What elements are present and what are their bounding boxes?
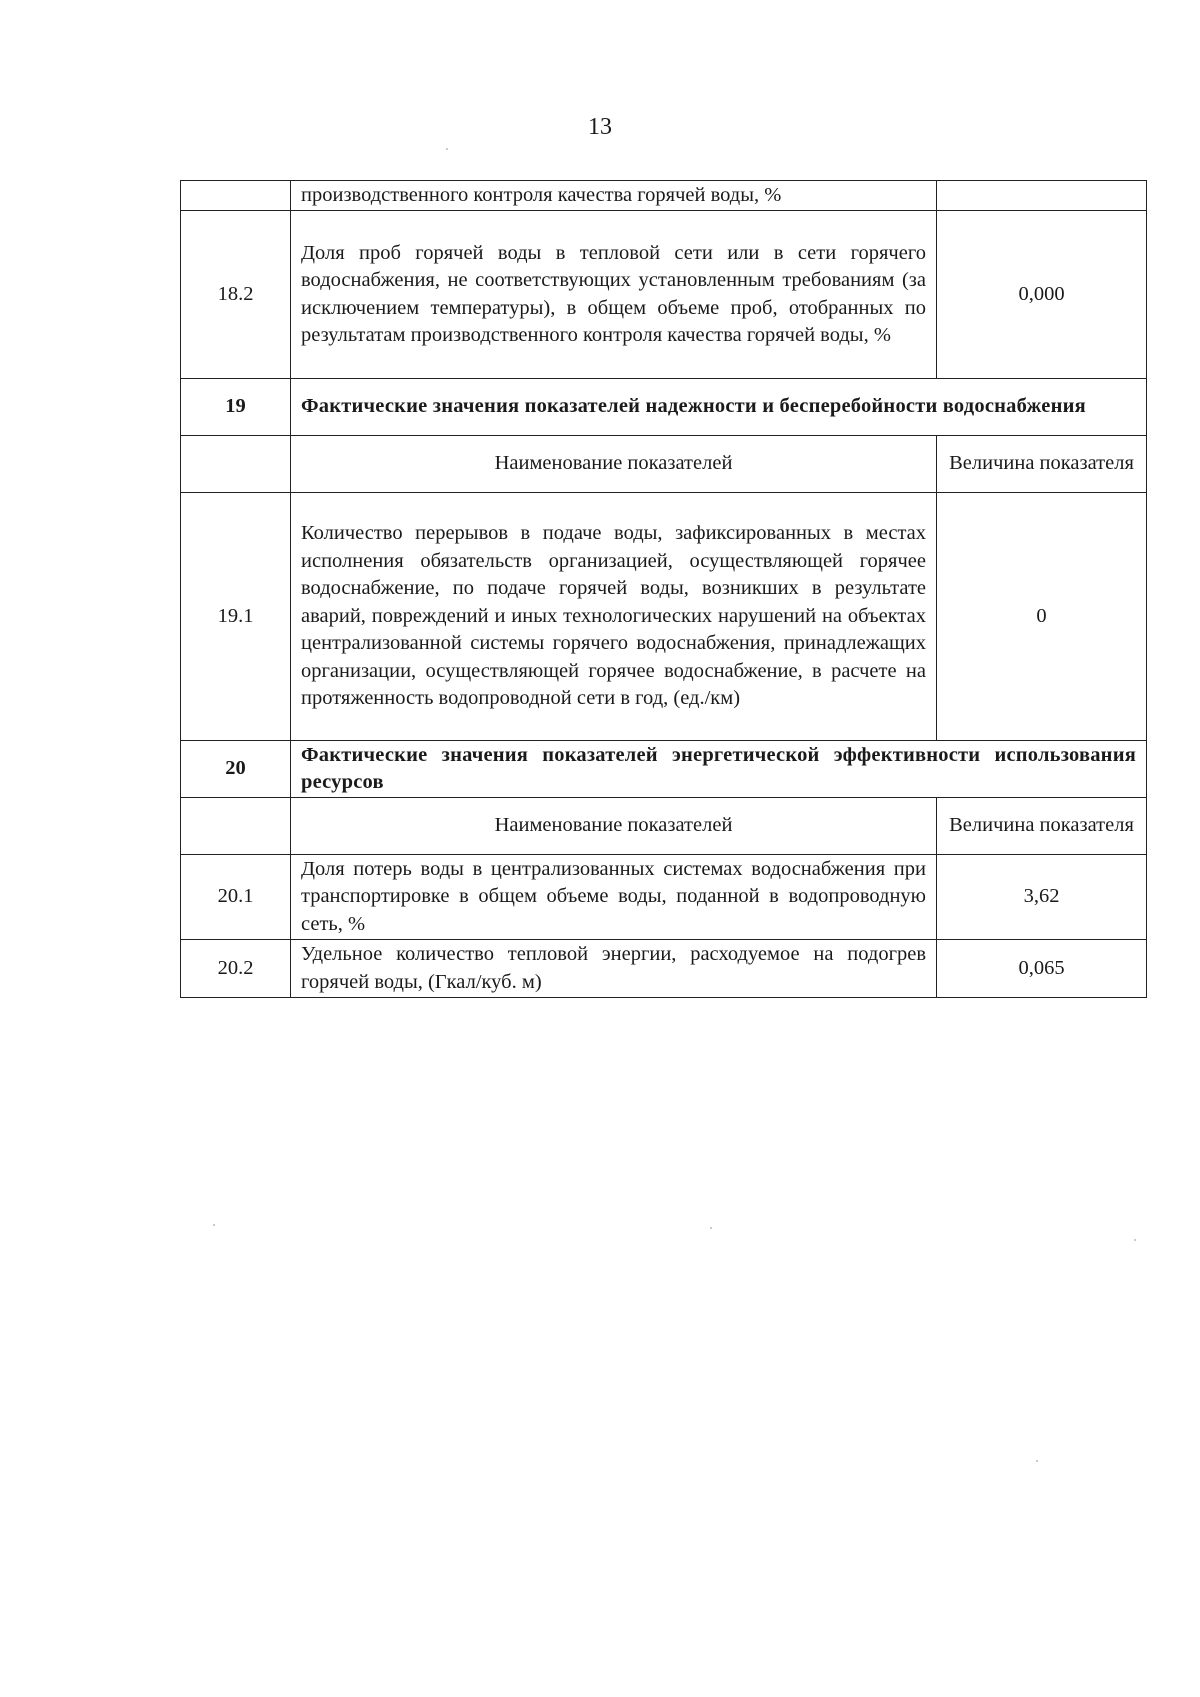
header-empty-cell	[181, 436, 291, 493]
header-row	[181, 436, 1147, 493]
indicator-name: Доля проб горячей воды в тепловой сети или в сети горячего водоснабжения, не соответствующих установленным требованиям (за исключением температуры), в общем объеме проб, отобранных по результатам производственного контроля качества горячей воды, %	[291, 211, 937, 379]
indicator-name: Доля потерь воды в централизованных системах водоснабжения при транспортировке в общем объеме воды, поданной в водопроводную сеть, %	[291, 855, 937, 940]
indicator-name: Количество перерывов в подаче воды, зафиксированных в местах исполнения обязательств организацией, осуществляющей горячее водоснабжение, по подаче горячей воды, возникших в результате аварий, повреждений и иных технологических нарушений на объектах централизованной системы горячего водоснабжения, принадлежащих организации, осуществляющей горячее водоснабжение, в расчете на протяженность водопроводной сети в год, (ед./км)	[291, 493, 937, 741]
indicator-value: 0	[937, 493, 1147, 741]
scan-speck	[1134, 1239, 1136, 1241]
value-column-header: Величина показателя	[937, 798, 1147, 855]
indicator-value: 3,62	[937, 855, 1147, 940]
indicator-value: 0,000	[937, 211, 1147, 379]
section-row	[181, 379, 1147, 436]
scan-speck	[213, 1224, 215, 1226]
name-column-header: Наименование показателей	[291, 436, 937, 493]
header-row	[181, 798, 1147, 855]
row-number: 20.1	[181, 855, 291, 940]
section-title: Фактические значения показателей надежности и бесперебойности водоснабжения	[291, 379, 1147, 436]
row-number: 19.1	[181, 493, 291, 741]
scan-speck	[1036, 1460, 1038, 1462]
table-row	[181, 181, 1147, 211]
section-title: Фактические значения показателей энергетической эффективности использования ресурсов	[291, 741, 1147, 798]
row-number	[181, 181, 291, 211]
indicator-name: Удельное количество тепловой энергии, расходуемое на подогрев горячей воды, (Гкал/куб. м)	[291, 940, 937, 998]
table-row	[181, 855, 1147, 940]
indicator-value	[937, 181, 1147, 211]
row-number: 20.2	[181, 940, 291, 998]
indicator-name: производственного контроля качества горячей воды, %	[291, 181, 937, 211]
section-number: 19	[181, 379, 291, 436]
scan-speck	[446, 148, 448, 150]
indicator-value: 0,065	[937, 940, 1147, 998]
section-row	[181, 741, 1147, 798]
header-empty-cell	[181, 798, 291, 855]
section-number: 20	[181, 741, 291, 798]
table-row	[181, 493, 1147, 741]
table-row	[181, 940, 1147, 998]
name-column-header: Наименование показателей	[291, 798, 937, 855]
page-number: 13	[588, 114, 612, 140]
indicators-table	[180, 180, 1147, 998]
value-column-header: Величина показателя	[937, 436, 1147, 493]
table-row	[181, 211, 1147, 379]
row-number: 18.2	[181, 211, 291, 379]
scan-speck	[710, 1227, 712, 1229]
